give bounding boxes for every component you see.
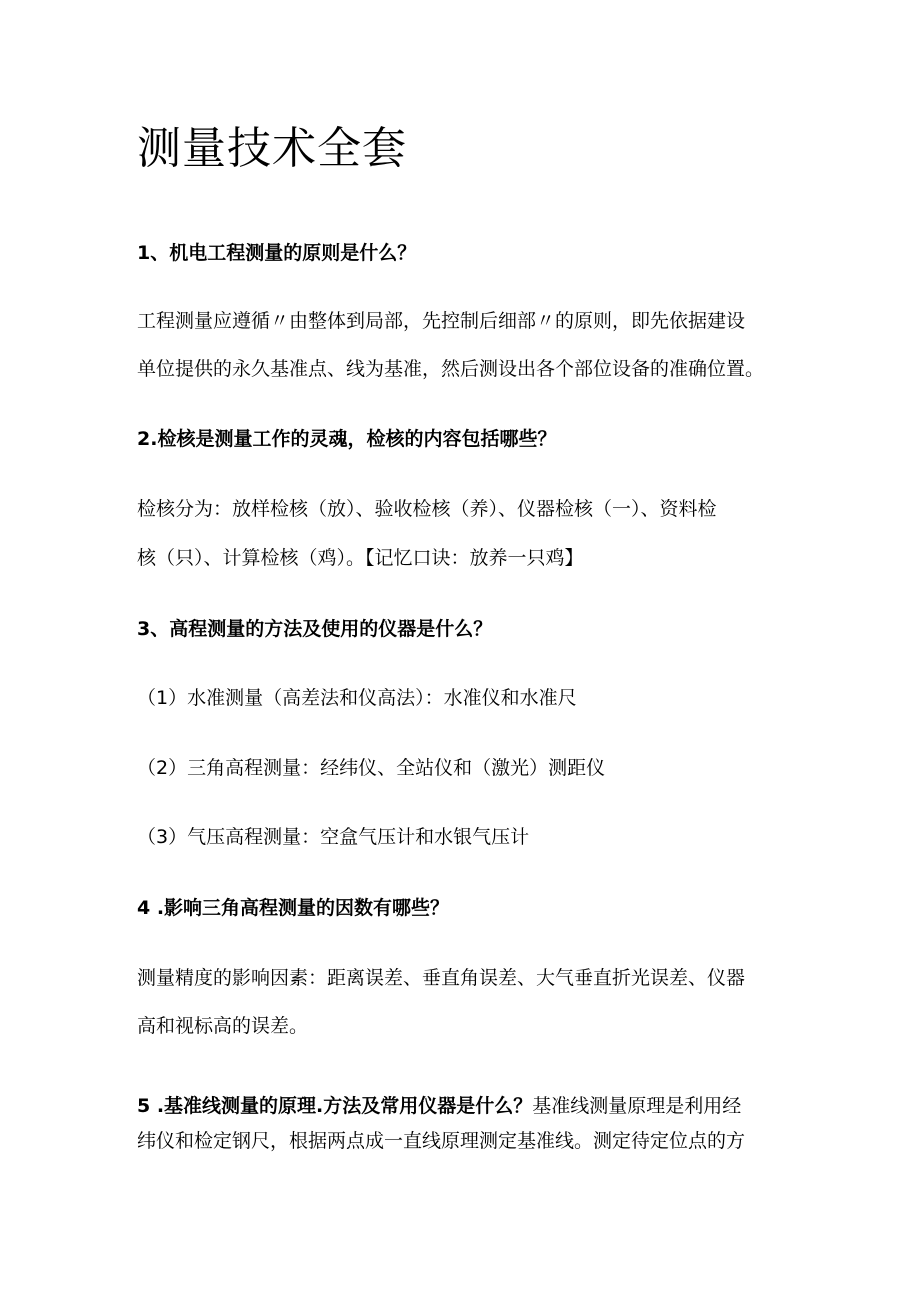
- section-3-item-2: （2）三角高程测量：经纬仪、全站仪和（激光）测距仪: [137, 757, 606, 779]
- section-2-heading: 2.检核是测量工作的灵魂，检核的内容包括哪些？: [137, 428, 557, 450]
- section-2-line-2: 核（只）、计算检核（鸡）。【记忆口诀：放养一只鸡】: [137, 547, 584, 569]
- section-5-heading: 5 .基准线测量的原理.方法及常用仪器是什么？: [137, 1095, 533, 1117]
- section-4-line-1: 测量精度的影响因素：距离误差、垂直角误差、大气垂直折光误差、仪器: [137, 967, 746, 989]
- section-4-heading: 4 .影响三角高程测量的因数有哪些？: [137, 897, 450, 919]
- section-5-line-1: 纬仪和检定钢尺，根据两点成一直线原理测定基准线。测定待定位点的方: [137, 1130, 746, 1152]
- section-3-item-1: （1）水准测量（高差法和仪高法）：水准仪和水准尺: [137, 687, 577, 709]
- section-1-heading: 1、机电工程测量的原则是什么？: [137, 242, 417, 264]
- section-2-line-1: 检核分为：放样检核（放）、验收检核（养）、仪器检核（一）、资料检: [137, 498, 717, 520]
- section-5-first-line: [137, 1091, 741, 1118]
- section-3-item-3: （3）气压高程测量：空盒气压计和水银气压计: [137, 826, 530, 848]
- document-title: 测量技术全套: [137, 123, 407, 174]
- section-5-lead-text: 基准线测量原理是利用经: [532, 1095, 742, 1117]
- section-1-line-2: 单位提供的永久基准点、线为基准，然后测设出各个部位设备的准确位置。: [137, 358, 765, 380]
- section-1-line-1: 工程测量应遵循〃由整体到局部，先控制后细部〃的原则，即先依据建设: [137, 310, 746, 332]
- section-3-heading: 3、高程测量的方法及使用的仪器是什么？: [137, 618, 493, 640]
- section-4-line-2: 高和视标高的误差。: [137, 1015, 309, 1037]
